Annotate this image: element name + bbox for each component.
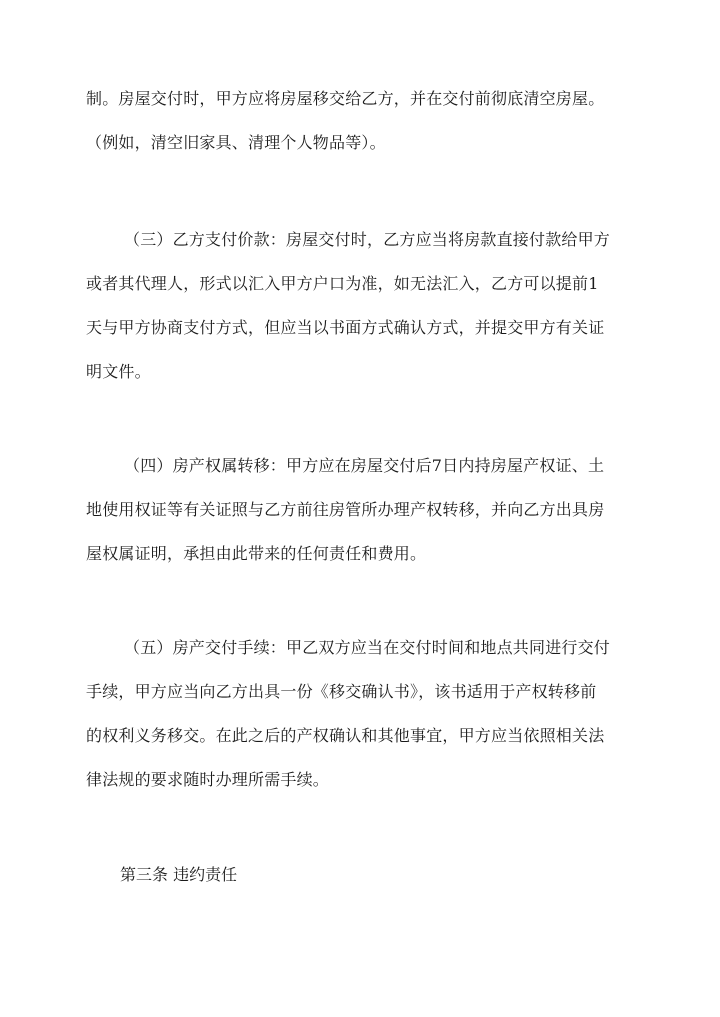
text-line: 天与甲方协商支付方式，但应当以书面方式确认方式，并提交甲方有关证 xyxy=(86,318,605,337)
text-line: 的权利义务移交。在此之后的产权确认和其他事宜，甲方应当依照相关法 xyxy=(86,726,605,745)
paragraph-payment xyxy=(86,218,634,394)
text-line: 屋权属证明，承担由此带来的任何责任和费用。 xyxy=(86,544,427,563)
paragraph-title-transfer xyxy=(86,444,634,576)
text-line: 或者其代理人，形式以汇入甲方户口为准，如无法汇入，乙方可以提前1 xyxy=(86,274,599,293)
text-line: （三）乙方支付价款：房屋交付时，乙方应当将房款直接付款给甲方 xyxy=(124,230,611,249)
text-line: （例如，清空旧家具、清理个人物品等）。 xyxy=(86,133,386,152)
text-line: （四）房产权属转移：甲方应在房屋交付后7日内持房屋产权证、土 xyxy=(124,456,605,475)
text-line: 手续，甲方应当向乙方出具一份《移交确认书》，该书适用于产权转移前 xyxy=(86,682,597,701)
text-line: 制。房屋交付时，甲方应将房屋移交给乙方，并在交付前彻底清空房屋。 xyxy=(86,89,605,108)
section-heading-breach-liability: 第三条 违约责任 xyxy=(120,865,238,884)
paragraph-delivery-clearance xyxy=(86,77,634,165)
text-line: 地使用权证等有关证照与乙方前往房管所办理产权转移，并向乙方出具房 xyxy=(86,500,605,519)
text-line: 明文件。 xyxy=(86,362,151,381)
text-line: 律法规的要求随时办理所需手续。 xyxy=(86,770,330,789)
text-line: （五）房产交付手续：甲乙双方应当在交付时间和地点共同进行交付 xyxy=(124,638,611,657)
paragraph-handover-procedure xyxy=(86,626,634,802)
